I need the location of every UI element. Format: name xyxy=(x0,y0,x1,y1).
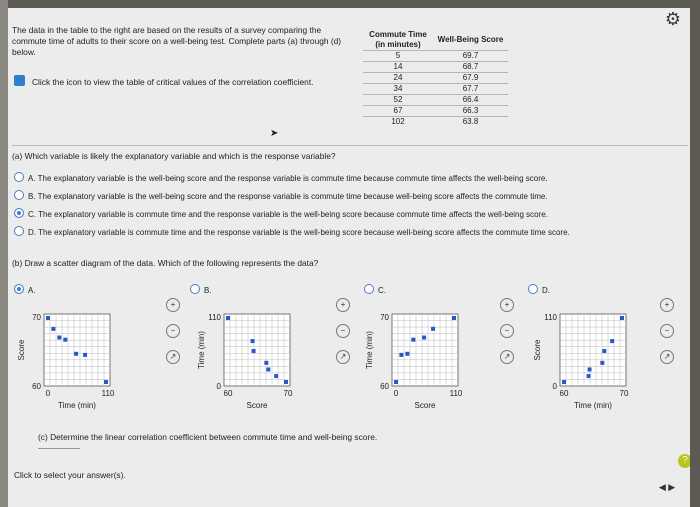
data-point xyxy=(74,352,78,356)
choice-c[interactable] xyxy=(364,284,386,295)
data-point xyxy=(562,380,566,384)
y-axis-label: Time (min) xyxy=(365,331,374,369)
radio-choice-a[interactable] xyxy=(14,284,24,294)
part-b-question: (b) Draw a scatter diagram of the data. Which of the following represents the data? xyxy=(12,258,319,268)
data-point xyxy=(104,380,108,384)
cell: 66.3 xyxy=(433,106,508,117)
option-letter: A. xyxy=(28,174,36,183)
data-table xyxy=(363,30,508,127)
zoom-in-icon[interactable]: + xyxy=(500,298,514,312)
chart-c-tools xyxy=(500,298,514,376)
left-sidebar xyxy=(0,0,8,507)
data-point xyxy=(284,380,288,384)
cell: 67.9 xyxy=(433,73,508,84)
header-commute: Commute Time (in minutes) xyxy=(369,30,427,49)
choice-b[interactable] xyxy=(190,284,212,295)
data-point xyxy=(252,349,256,353)
option-a[interactable] xyxy=(14,172,548,183)
choice-letter: B. xyxy=(204,286,212,295)
y-tick-label: 0 xyxy=(216,382,221,391)
cell: 66.4 xyxy=(433,95,508,106)
scatter-chart-c xyxy=(362,304,492,412)
cell: 68.7 xyxy=(433,62,508,73)
data-point xyxy=(411,338,415,342)
part-c-question: (c) Determine the linear correlation coefficient between commute time and well-being score. xyxy=(38,432,378,442)
data-point xyxy=(266,367,270,371)
data-point xyxy=(422,336,426,340)
help-icon[interactable]: ? xyxy=(678,454,690,468)
cell: 67 xyxy=(363,106,433,117)
chart-d-tools xyxy=(660,298,674,376)
answer-blank[interactable] xyxy=(38,448,80,449)
y-tick-label: 0 xyxy=(552,382,557,391)
x-tick-label: 60 xyxy=(559,389,569,398)
cell: 63.8 xyxy=(433,117,508,128)
cell: 34 xyxy=(363,84,433,95)
data-point xyxy=(226,316,230,320)
x-tick-label: 110 xyxy=(101,389,115,398)
scatter-chart-b xyxy=(194,304,324,412)
plot-area xyxy=(392,314,458,386)
scatter-chart-d xyxy=(530,304,660,412)
data-point xyxy=(600,361,604,365)
radio-c[interactable] xyxy=(14,208,24,218)
chart-a-tools xyxy=(166,298,180,376)
table-icon[interactable] xyxy=(14,75,25,86)
chart-b-tools xyxy=(336,298,350,376)
zoom-in-icon[interactable]: + xyxy=(336,298,350,312)
y-axis-label: Time (min) xyxy=(197,331,206,369)
choice-letter: C. xyxy=(378,286,386,295)
x-tick-label: 70 xyxy=(283,389,293,398)
divider xyxy=(12,145,688,146)
data-point xyxy=(405,352,409,356)
nav-arrows[interactable]: ◀ ▶ xyxy=(658,482,676,492)
data-point xyxy=(620,316,624,320)
data-point xyxy=(274,374,278,378)
data-point xyxy=(57,336,61,340)
radio-d[interactable] xyxy=(14,226,24,236)
scatter-chart-a xyxy=(14,304,144,412)
gear-icon[interactable]: ⚙ xyxy=(664,9,682,29)
data-point xyxy=(251,339,255,343)
data-point xyxy=(587,374,591,378)
data-point xyxy=(394,380,398,384)
x-tick-label: 110 xyxy=(449,389,463,398)
question-page xyxy=(8,8,690,507)
radio-b[interactable] xyxy=(14,190,24,200)
data-point xyxy=(610,339,614,343)
intro-text: The data in the table to the right are based on the results of a survey comparing the commute time of adults to their score on a well-being test. Complete parts (a) through (d) below. xyxy=(12,25,342,57)
y-tick-label: 60 xyxy=(380,382,389,391)
data-point xyxy=(63,338,67,342)
data-point xyxy=(399,353,403,357)
select-answer-prompt[interactable]: Click to select your answer(s). xyxy=(14,470,126,480)
data-point xyxy=(431,327,435,331)
option-text: The explanatory variable is commute time and the response variable is the well-being score because commute time affects the well-being score. xyxy=(38,210,548,219)
x-tick-label: 0 xyxy=(45,389,51,398)
choice-letter: D. xyxy=(542,286,550,295)
x-tick-label: 60 xyxy=(223,389,233,398)
x-tick-label: 0 xyxy=(393,389,399,398)
x-axis-label: Score xyxy=(246,401,268,410)
y-tick-label: 70 xyxy=(32,313,41,322)
radio-choice-d[interactable] xyxy=(528,284,538,294)
zoom-out-icon[interactable]: − xyxy=(336,324,350,338)
zoom-out-icon[interactable]: − xyxy=(166,324,180,338)
expand-icon[interactable]: ↗ xyxy=(660,350,674,364)
y-tick-label: 60 xyxy=(32,382,41,391)
x-axis-label: Score xyxy=(414,401,436,410)
data-point xyxy=(51,327,55,331)
x-axis-label: Time (min) xyxy=(574,401,612,410)
cell: 67.7 xyxy=(433,84,508,95)
zoom-in-icon[interactable]: + xyxy=(660,298,674,312)
cell: 69.7 xyxy=(433,51,508,62)
plot-area xyxy=(560,314,626,386)
radio-a[interactable] xyxy=(14,172,24,182)
y-axis-label: Score xyxy=(533,339,542,361)
cell: 24 xyxy=(363,73,433,84)
plot-area xyxy=(224,314,290,386)
cell: 5 xyxy=(363,51,433,62)
data-point xyxy=(46,316,50,320)
y-tick-label: 70 xyxy=(380,313,389,322)
cell: 102 xyxy=(363,117,433,128)
x-axis-label: Time (min) xyxy=(58,401,96,410)
expand-icon[interactable]: ↗ xyxy=(336,350,350,364)
cell: 14 xyxy=(363,62,433,73)
cell: 52 xyxy=(363,95,433,106)
expand-icon[interactable]: ↗ xyxy=(166,350,180,364)
y-tick-label: 110 xyxy=(544,313,557,322)
zoom-in-icon[interactable]: + xyxy=(166,298,180,312)
y-tick-label: 110 xyxy=(208,313,221,322)
option-letter: C. xyxy=(28,210,36,219)
option-letter: D. xyxy=(28,228,36,237)
zoom-out-icon[interactable]: − xyxy=(500,324,514,338)
option-text: The explanatory variable is the well-being score and the response variable is commute time because well-being score affects the commute time. xyxy=(37,192,548,201)
option-letter: B. xyxy=(28,192,36,201)
zoom-out-icon[interactable]: − xyxy=(660,324,674,338)
data-point xyxy=(452,316,456,320)
data-point xyxy=(83,353,87,357)
choice-letter: A. xyxy=(28,286,36,295)
icon-link-text: Click the icon to view the table of critical values of the correlation coefficient. xyxy=(32,77,314,87)
x-tick-label: 70 xyxy=(619,389,629,398)
data-point xyxy=(588,367,592,371)
data-point xyxy=(264,361,268,365)
radio-choice-b[interactable] xyxy=(190,284,200,294)
option-b[interactable] xyxy=(14,190,548,201)
option-d[interactable] xyxy=(14,226,570,237)
expand-icon[interactable]: ↗ xyxy=(500,350,514,364)
part-a-question: (a) Which variable is likely the explanatory variable and which is the response variable? xyxy=(12,151,336,161)
radio-choice-c[interactable] xyxy=(364,284,374,294)
option-c[interactable] xyxy=(14,208,548,219)
choice-d[interactable] xyxy=(528,284,550,295)
option-text: The explanatory variable is commute time and the response variable is the well-being score because well-being score affects the commute time score. xyxy=(38,228,570,237)
mouse-cursor-icon: ➤ xyxy=(270,128,279,139)
y-axis-label: Score xyxy=(17,339,26,361)
plot-area xyxy=(44,314,110,386)
header-wellbeing: Well-Being Score xyxy=(437,35,504,44)
data-point xyxy=(602,349,606,353)
option-text: The explanatory variable is the well-being score and the response variable is commute time because commute time affects the well-being score. xyxy=(37,174,548,183)
choice-a[interactable] xyxy=(14,284,36,295)
